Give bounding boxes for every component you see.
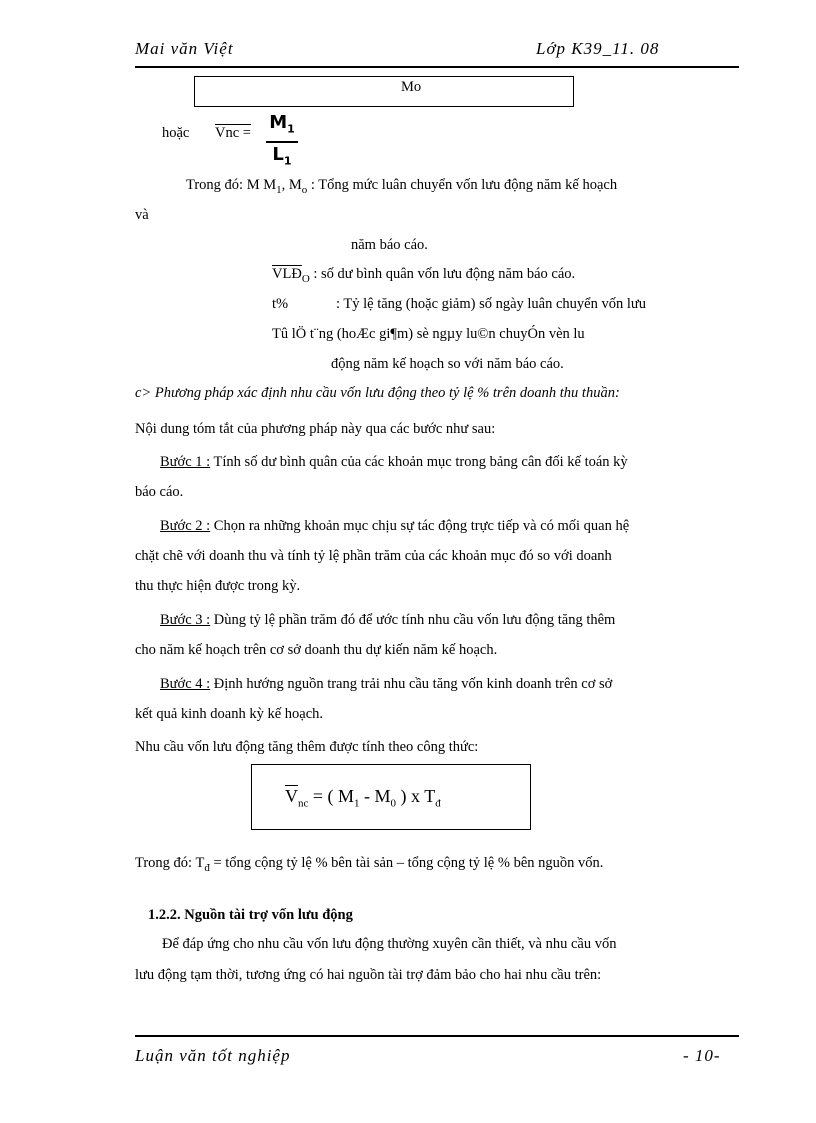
where2-line: Trong đó: $T_đ$ = tổng cộng tỷ lệ % bên tài sản – tổng cộng tỷ lệ % bên nguồn vốn. xyxy=(135,855,604,874)
step-3-line1: Bước 3 : Dùng tỷ lệ phần trăm đó để ước tính nhu cầu vốn lưu động tăng thêm xyxy=(160,612,616,628)
box-text: Mo xyxy=(401,79,422,95)
page-number: - 10- xyxy=(683,1046,721,1065)
header-class: Lớp K39_11. 08 xyxy=(536,39,660,58)
step-1-line2: báo cáo. xyxy=(135,484,184,500)
formula-lhs: Vnc = xyxy=(215,125,251,141)
section-c-heading: c> Phương pháp xác định nhu cầu vốn lưu động theo tỷ lệ % trên doanh thu thuần: xyxy=(135,385,620,401)
section-122-heading: 1.2.2. Nguồn tài trợ vốn lưu động xyxy=(148,907,353,923)
step-1-line1: Bước 1 : Tính số dư bình quân của các khoản mục trong bảng cân đối kế toán kỳ xyxy=(160,454,628,470)
header-author: Mai văn Việt xyxy=(135,39,234,58)
step-2-line1: Bước 2 : Chọn ra những khoản mục chịu sự tác động trực tiếp và có mối quan hệ xyxy=(160,518,630,534)
formula-fraction xyxy=(266,112,298,173)
fraction-denominator: $L_1$ xyxy=(272,143,292,168)
formula-main: $\overline{V}_{nc}$ = ( $M_1 - M_0$ ) x $T_đ$ xyxy=(285,786,441,810)
intro-text: Nội dung tóm tắt của phương pháp này qua các bước như sau: xyxy=(135,421,496,437)
step-4-line1: Bước 4 : Định hướng nguồn trang trải nhu cầu tăng vốn kinh doanh trên cơ sở xyxy=(160,676,613,692)
where1-t-cont: động năm kế hoạch so với năm báo cáo. xyxy=(331,356,564,372)
where1-vld: $\overline{VLĐ}_O$ : số dư bình quân vốn lưu động năm báo cáo. xyxy=(272,266,576,285)
footer-left: Luận văn tốt nghiệp xyxy=(135,1046,291,1065)
where1-line: Trong đó: M $M_1$, $M_o$ : Tổng mức luân chuyển vốn lưu động năm kế hoạch xyxy=(186,177,618,196)
step-4-line2: kết quả kinh doanh kỳ kế hoạch. xyxy=(135,706,324,722)
step-3-line2: cho năm kế hoạch trên cơ sở doanh thu dự kiến năm kế hoạch. xyxy=(135,642,498,658)
formula-intro: Nhu cầu vốn lưu động tăng thêm được tính theo công thức: xyxy=(135,739,479,755)
footer-rule xyxy=(135,1035,739,1037)
where1-garbled: Tû lÖ t¨ng (hoÆc gi¶m) sè ngµy lu©n chuyÓn vèn lu xyxy=(272,326,585,342)
where1-cont1: và xyxy=(135,207,149,223)
para-last-line2: lưu động tạm thời, tương ứng có hai nguồn tài trợ đảm bảo cho hai nhu cầu trên: xyxy=(135,967,602,983)
step-2-line3: thu thực hiện được trong kỳ. xyxy=(135,578,301,594)
formula-or: hoặc xyxy=(162,125,190,141)
fraction-numerator: $M_1$ xyxy=(266,112,298,143)
header-rule xyxy=(135,66,739,68)
where1-t-text: : Tỷ lệ tăng (hoặc giảm) số ngày luân chuyển vốn lưu xyxy=(336,296,647,312)
where1-t-label: t% xyxy=(272,296,289,312)
formula-box-top xyxy=(194,76,574,107)
para-last-line1: Để đáp ứng cho nhu cầu vốn lưu động thường xuyên cần thiết, và nhu cầu vốn xyxy=(162,936,617,952)
where1-cont2: năm báo cáo. xyxy=(351,237,428,253)
step-2-line2: chặt chẽ với doanh thu và tính tỷ lệ phần trăm của các khoản mục đó so với doanh xyxy=(135,548,612,564)
